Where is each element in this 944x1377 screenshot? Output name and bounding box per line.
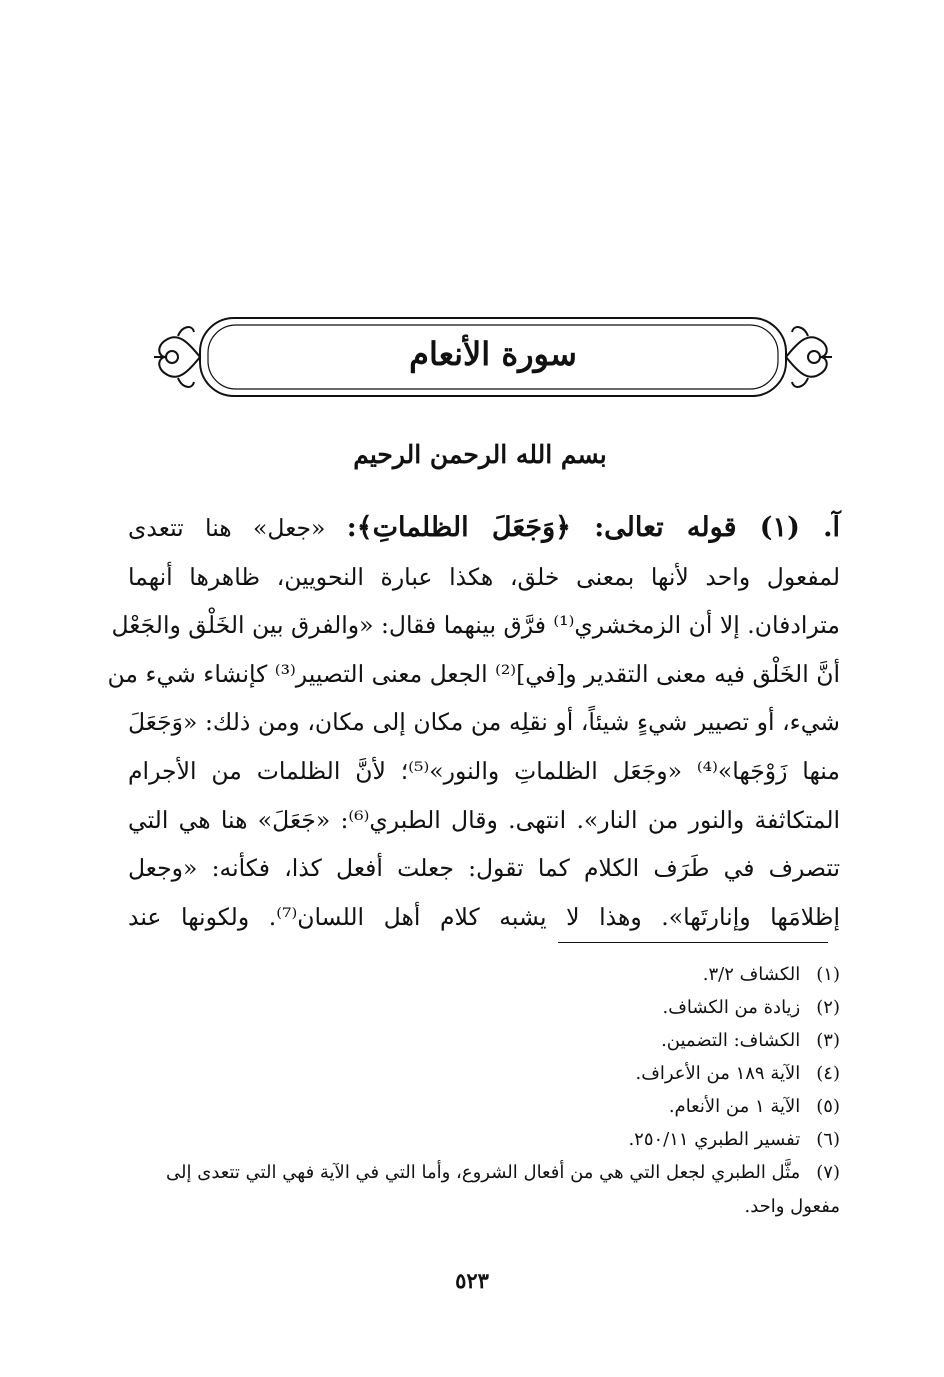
footnote-text: الآية ١ من الأنعام. [668,1096,801,1117]
main-text [107,504,841,941]
text-line-3: مترادفان. إلا أن الزمخشري⁽¹⁾ فرَّق بينهما فقال: «والفرق بين الخَلْق والجَعْل [111,611,840,640]
text-line-2: لمفعول واحد لأنها بمعنى خلق، هكذا عبارة النحويين، ظاهرها أنهما [128,562,840,591]
text-line-4: أنَّ الخَلْق فيه معنى التقدير و[في]⁽²⁾ الجعل معنى التصيير⁽³⁾ كإنشاء شيء من [107,659,840,688]
basmala: بسم الله الرحمن الرحيم [353,440,607,469]
footnote-text: تفسير الطبري ٢٥٠/١١. [628,1129,801,1150]
footnote-6 [128,1123,840,1156]
text-line-7: المتكاثفة والنور من النار». انتهى. وقال الطبري⁽⁶⁾: «جَعَلَ» هنا هي التي [128,805,841,834]
footnote-number: (١) [816,964,840,985]
footnote-text: زيادة من الكشاف. [662,997,801,1018]
footnote-3 [128,1024,840,1057]
text-line-5: شيء، أو تصيير شيءٍ شيئاً، أو نقلِه من مكان إلى مكان، ومن ذلك: «وَجَعَلَ [128,708,840,737]
footnote-text: الآية ١٨٩ من الأعراف. [635,1063,801,1084]
footnote-7 [128,1156,840,1224]
footnote-number: (٣) [816,1030,840,1051]
verse-heading: آ. (١) قوله تعالى: ﴿وَجَعَلَ الظلماتِ﴾: [346,512,841,543]
footnotes [128,958,840,1224]
footnote-2 [128,991,840,1024]
page-number: ٥٢٣ [455,1268,489,1293]
footnote-1 [128,958,840,991]
footnote-text: مثَّل الطبري لجعل التي هي من أفعال الشروع، وأما التي في الآية فهي التي تتعدى إلى مفعول واحد. [166,1162,840,1217]
text-line-6: منها زَوْجَها»⁽⁴⁾ «وجَعَل الظلماتِ والنور»⁽⁵⁾؛ لأنَّ الظلمات من الأجرام [128,756,840,785]
footnote-divider [558,942,828,943]
footnote-text: الكشاف ٣/٢. [702,964,801,985]
surah-header-frame [148,312,838,402]
text-line-1 [128,504,840,553]
footnote-number: (٦) [816,1129,840,1150]
footnote-number: (٧) [816,1162,840,1183]
text-line-9: إظلامَها وإنارتَها». وهذا لا يشبه كلام أهل اللسان⁽⁷⁾. ولكونها عند [128,902,840,931]
footnote-number: (٤) [816,1063,840,1084]
footnote-5 [128,1090,840,1123]
text-line-8: تتصرف في طَرَف الكلام كما تقول: جعلت أفعل كذا، فكأنه: «وجعل [128,854,840,883]
footnote-4 [128,1057,840,1090]
footnote-number: (٢) [816,997,840,1018]
footnote-text: الكشاف: التضمين. [661,1030,801,1051]
text-line-1-rest: «جعل» هنا تتعدى [128,514,347,542]
surah-title: سورة الأنعام [409,335,577,373]
footnote-number: (٥) [816,1096,840,1117]
